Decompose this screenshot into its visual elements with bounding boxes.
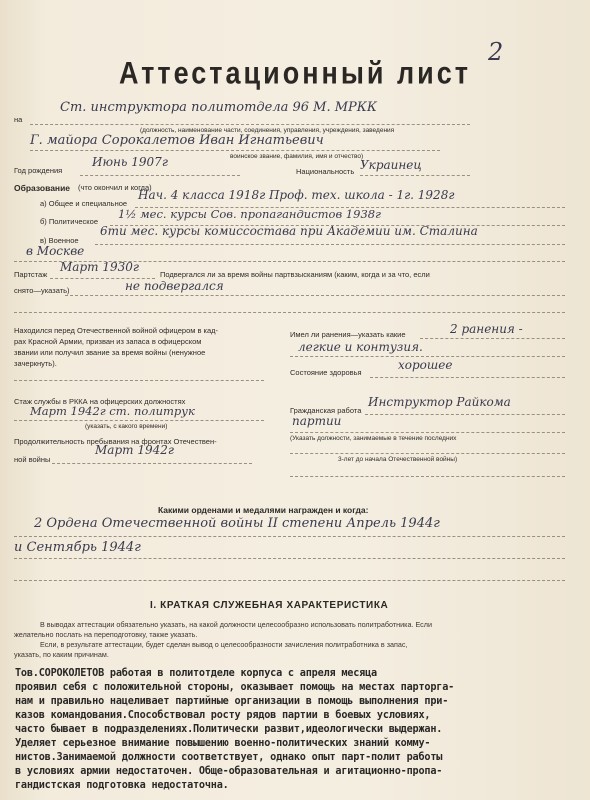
- education-note: (что окончил и когда): [78, 183, 152, 192]
- service-caption: (указать, с какого времени): [85, 423, 168, 430]
- nationality-value: Украинец: [360, 158, 422, 172]
- officer-text: [14, 325, 218, 369]
- birth-line: [80, 175, 240, 176]
- education-political-value: 1½ мес. курсы Сов. пропагандистов 1938г: [118, 207, 381, 221]
- officer-text-line: звании или получил звание за время войны (ненужное: [14, 348, 206, 357]
- civil-value: Инструктор Райкома: [368, 395, 511, 409]
- characteristic-line: казов командования.Способствовал росту рядов партии в боевых условиях,: [15, 710, 431, 721]
- health-line: [370, 377, 565, 378]
- front-label-2: ной войны: [14, 455, 51, 464]
- military-line: [95, 244, 565, 245]
- birth-value: Июнь 1907г: [92, 155, 168, 169]
- na-label: на: [14, 115, 23, 124]
- section-instruction: В выводах аттестации обязательно указать, на какой должности целесообразно использовать политработника. Если: [40, 620, 432, 629]
- section-instruction: Если, в результате аттестации, будет сделан вывод о целесообразности зачисления политработника в запас,: [40, 640, 408, 649]
- service-label: Стаж службы в РККА на офицерских должностях: [14, 397, 186, 406]
- front-value: Март 1942г: [95, 443, 174, 457]
- awards-line-3: [14, 580, 565, 581]
- party-question-2: снято—указать): [14, 286, 70, 295]
- education-general-value: Нач. 4 класса 1918г Проф. тех. школа - 1г. 1928г: [138, 188, 455, 202]
- civil-line-4: [290, 476, 565, 477]
- unit-line: [30, 124, 470, 125]
- section-title: I. КРАТКАЯ СЛУЖЕБНАЯ ХАРАКТЕРИСТИКА: [150, 600, 389, 611]
- birth-label: Год рождения: [14, 166, 63, 175]
- characteristic-line: в условиях армии недостаточен. Обще-образовательная и агитационно-пропа-: [15, 766, 443, 777]
- civil-line-3: [290, 453, 565, 454]
- awards-line: [14, 536, 565, 537]
- nationality-label: Национальность: [296, 167, 355, 176]
- education-political-label: б) Политическое: [40, 217, 99, 226]
- section-instruction: желательно послать на переподготовку, также указать.: [14, 630, 198, 639]
- wounds-label: Имел ли ранения—указать какие: [290, 330, 406, 339]
- service-line: [14, 420, 264, 421]
- health-label: Состояние здоровья: [290, 368, 362, 377]
- party-line-2: [14, 312, 565, 313]
- characteristic-line: Тов.СОРОКОЛЕТОВ работая в политотделе корпуса с апреля месяца: [15, 668, 377, 679]
- civil-caption-2: 3-лет до начала Отечественной войны): [338, 456, 458, 463]
- education-military-label: в) Военное: [40, 236, 79, 245]
- awards-value: 2 Ордена Отечественной войны II степени Апрель 1944г: [34, 516, 440, 531]
- civil-value-2: партии: [292, 414, 342, 428]
- party-answer-line: [65, 295, 565, 296]
- party-value: Март 1930г: [60, 260, 139, 274]
- service-value: Март 1942г ст. политрук: [30, 404, 195, 418]
- wounds-line: [420, 338, 565, 339]
- page-title: Аттестационный лист: [119, 55, 471, 91]
- front-line: [52, 463, 252, 464]
- education-general-label: а) Общее и специальное: [40, 199, 128, 208]
- wounds-value-2: легкие и контузия.: [298, 340, 423, 354]
- civil-caption: (Указать должности, занимаемые в течение последних: [290, 435, 457, 442]
- rank-name-value: Г. майора Сорокалетов Иван Игнатьевич: [30, 133, 324, 148]
- front-label: Продолжительность пребывания на фронтах Отечествен-: [14, 437, 217, 446]
- education-military-value-2: в Москве: [26, 244, 85, 258]
- page-number: 2: [488, 38, 504, 66]
- rank-line: [30, 150, 440, 151]
- party-question: Подвергался ли за время войны партвзысканиям (каким, когда и за что, если: [160, 270, 430, 279]
- awards-label: Какими орденами и медалями награжден и когда:: [158, 505, 369, 515]
- civil-line-2: [290, 432, 565, 433]
- unit-value: Ст. инструктора политотдела 96 М. МРКК: [60, 100, 377, 115]
- education-military-value: 6ти мес. курсы комиссостава при Академии им. Сталина: [100, 224, 478, 238]
- officer-text-line: зачеркнуть).: [14, 359, 57, 368]
- characteristic-line: гандистская подготовка недостаточна.: [15, 780, 229, 791]
- unit-caption: (должность, наименование части, соединения, управления, учреждения, заведения: [140, 127, 395, 134]
- officer-line: [14, 380, 264, 381]
- section-instruction: указать, по каким причинам.: [14, 650, 109, 659]
- rank-caption: воинское звание, фамилия, имя и отчество): [230, 153, 364, 160]
- officer-text-line: рах Красной Армии, призван из запаса в офицерском: [14, 337, 202, 346]
- awards-line-2: [14, 558, 565, 559]
- nationality-line: [360, 175, 470, 176]
- characteristic-line: Уделяет серьезное внимание повышению военно-политических знаний комму-: [15, 738, 431, 749]
- officer-text-line: Находился перед Отечественной войной офицером в кад-: [14, 326, 219, 335]
- health-value: хорошее: [398, 358, 453, 372]
- wounds-value: 2 ранения -: [450, 322, 523, 336]
- party-label: Партстаж: [14, 270, 48, 279]
- characteristic-line: проявил себя с положительной стороны, оказывает помощь на местах парторга-: [15, 682, 455, 693]
- civil-line: [365, 414, 565, 415]
- civil-label: Гражданская работа: [290, 406, 362, 415]
- characteristic-line: нистов.Занимаемой должности соответствует, однако опыт парт-полит работы: [15, 752, 443, 763]
- education-label: Образование: [14, 183, 71, 193]
- characteristic-line: нам и правильно нацеливает партийные организации в помощь выполнения при-: [15, 696, 449, 707]
- awards-value-2: и Сентябрь 1944г: [14, 540, 141, 555]
- party-answer: не подвергался: [125, 279, 224, 293]
- wounds-line-2: [290, 356, 565, 357]
- characteristic-line: часто бывает в подразделениях.Политически развит,идеологически выдержан.: [15, 724, 443, 735]
